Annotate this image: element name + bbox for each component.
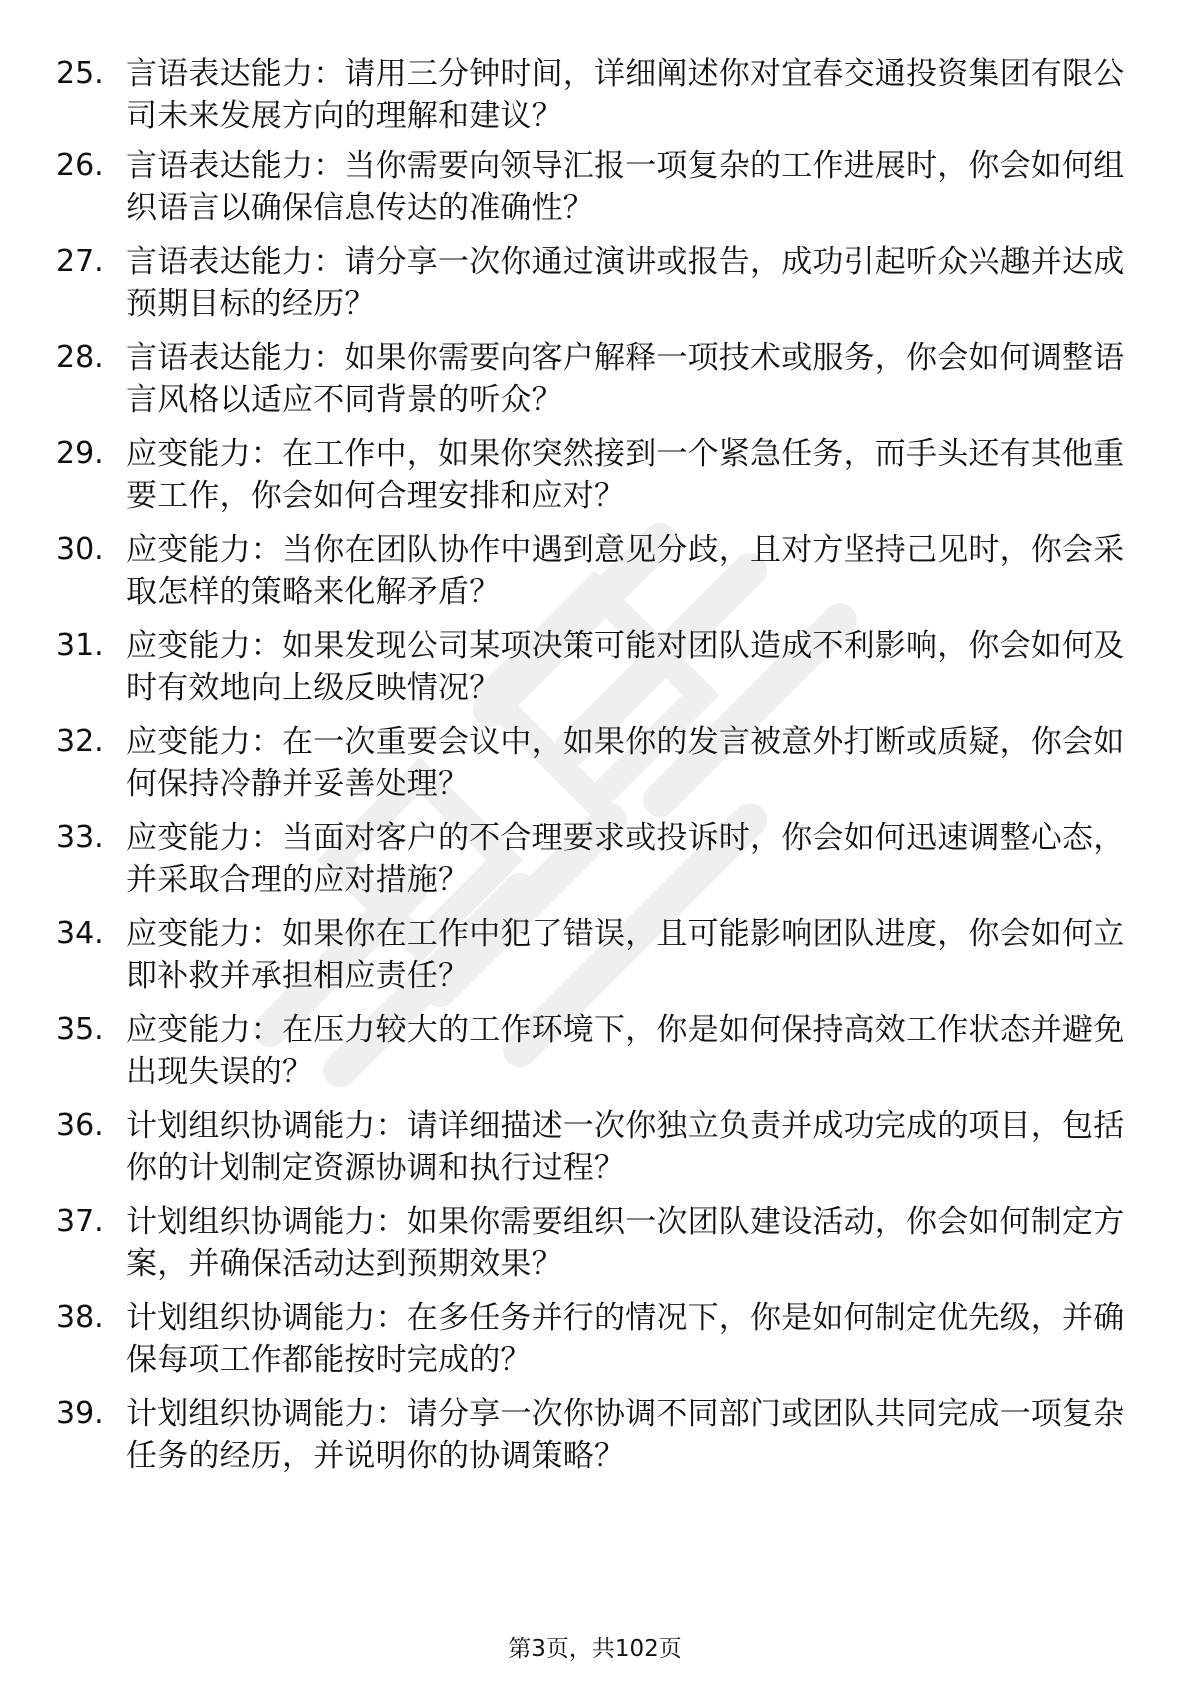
question-text: 计划组织协调能力：请分享一次你协调不同部门或团队共同完成一项复杂任务的经历，并说明你的协调策略？ <box>126 1396 1125 1474</box>
question-text: 应变能力：在压力较大的工作环境下，你是如何保持高效工作状态并避免出现失误的？ <box>126 1012 1125 1090</box>
question-item <box>0 721 1190 817</box>
question-text: 言语表达能力：请用三分钟时间，详细阐述你对宜春交通投资集团有限公司未来发展方向的理解和建议？ <box>126 56 1125 134</box>
question-item <box>0 625 1190 721</box>
question-item <box>0 1297 1190 1393</box>
question-text: 言语表达能力：请分享一次你通过演讲或报告，成功引起听众兴趣并达成预期目标的经历？ <box>126 244 1125 322</box>
question-number: 31. <box>56 628 104 663</box>
question-item <box>0 1393 1190 1489</box>
question-text: 应变能力：在一次重要会议中，如果你的发言被意外打断或质疑，你会如何保持冷静并妥善处理？ <box>126 724 1125 802</box>
question-text: 应变能力：当你在团队协作中遇到意见分歧，且对方坚持己见时，你会采取怎样的策略来化解矛盾？ <box>126 532 1125 610</box>
question-number: 33. <box>56 820 104 855</box>
question-item <box>0 145 1190 241</box>
question-item <box>0 433 1190 529</box>
question-number: 26. <box>56 148 104 183</box>
question-number: 36. <box>56 1108 104 1143</box>
question-item <box>0 241 1190 337</box>
question-number: 38. <box>56 1300 104 1335</box>
question-item <box>0 53 1190 149</box>
question-number: 29. <box>56 436 104 471</box>
question-text: 言语表达能力：当你需要向领导汇报一项复杂的工作进展时，你会如何组织语言以确保信息传达的准确性？ <box>126 148 1125 226</box>
question-number: 27. <box>56 244 104 279</box>
question-item <box>0 913 1190 1009</box>
page-footer <box>0 1634 1190 1664</box>
question-text: 应变能力：如果发现公司某项决策可能对团队造成不利影响，你会如何及时有效地向上级反映情况？ <box>126 628 1125 706</box>
question-item <box>0 529 1190 625</box>
question-text: 应变能力：如果你在工作中犯了错误，且可能影响团队进度，你会如何立即补救并承担相应责任？ <box>126 916 1125 994</box>
question-number: 34. <box>56 916 104 951</box>
question-number: 25. <box>56 56 104 91</box>
question-item <box>0 1009 1190 1105</box>
question-number: 30. <box>56 532 104 567</box>
page-number-label: 第3页，共102页 <box>508 1636 682 1662</box>
question-text: 言语表达能力：如果你需要向客户解释一项技术或服务，你会如何调整语言风格以适应不同背景的听众？ <box>126 340 1125 418</box>
question-item <box>0 1105 1190 1201</box>
question-item <box>0 1201 1190 1297</box>
question-item <box>0 817 1190 913</box>
question-text: 计划组织协调能力：如果你需要组织一次团队建设活动，你会如何制定方案，并确保活动达到预期效果？ <box>126 1204 1125 1282</box>
question-text: 计划组织协调能力：在多任务并行的情况下，你是如何制定优先级，并确保每项工作都能按时完成的？ <box>126 1300 1125 1378</box>
question-text: 应变能力：在工作中，如果你突然接到一个紧急任务，而手头还有其他重要工作，你会如何合理安排和应对？ <box>126 436 1125 514</box>
question-number: 37. <box>56 1204 104 1239</box>
question-text: 应变能力：当面对客户的不合理要求或投诉时，你会如何迅速调整心态，并采取合理的应对措施？ <box>126 820 1125 898</box>
question-number: 32. <box>56 724 104 759</box>
question-item <box>0 337 1190 433</box>
question-number: 28. <box>56 340 104 375</box>
question-number: 39. <box>56 1396 104 1431</box>
question-number: 35. <box>56 1012 104 1047</box>
question-text: 计划组织协调能力：请详细描述一次你独立负责并成功完成的项目，包括你的计划制定资源协调和执行过程？ <box>126 1108 1125 1186</box>
